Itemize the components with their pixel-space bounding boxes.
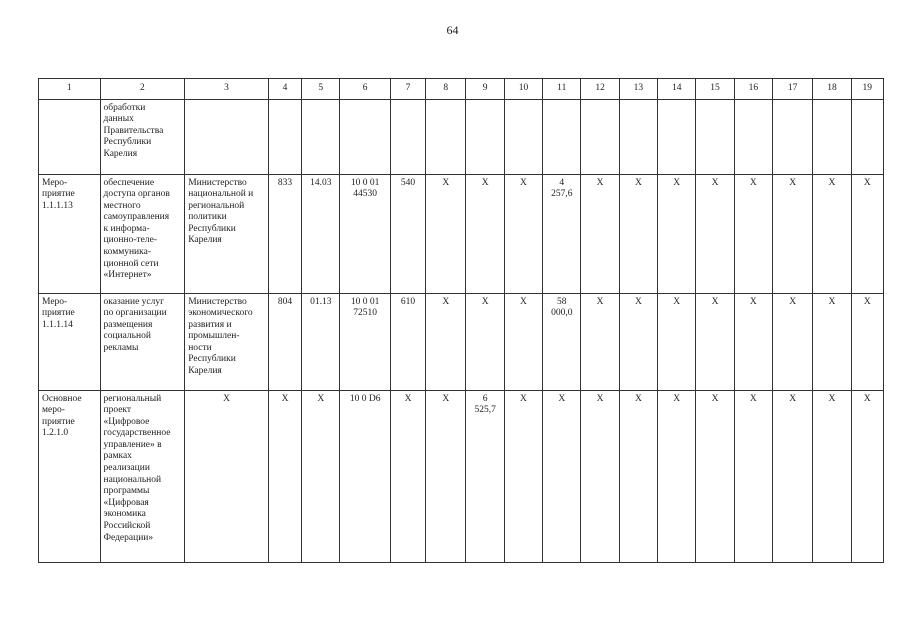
value-cell: 833 bbox=[268, 174, 301, 293]
value-cell: X bbox=[696, 174, 734, 293]
value-cell: X bbox=[426, 390, 466, 562]
value-cell bbox=[268, 99, 301, 174]
value-cell: X bbox=[581, 293, 619, 390]
value-cell bbox=[466, 99, 504, 174]
activity-name-cell: региональный проект «Цифровое государственное управление» в рамках реализации национальной программы «Цифровая экономика Российской Федерации» bbox=[100, 390, 185, 562]
value-cell: 6 525,7 bbox=[466, 390, 504, 562]
value-cell: X bbox=[504, 390, 542, 562]
value-cell: X bbox=[581, 390, 619, 562]
value-cell: 14.03 bbox=[302, 174, 340, 293]
column-header: 10 bbox=[504, 79, 542, 100]
value-cell bbox=[696, 99, 734, 174]
responsible-executor-cell bbox=[185, 99, 269, 174]
column-header: 17 bbox=[772, 79, 812, 100]
value-cell bbox=[813, 99, 851, 174]
value-cell: X bbox=[390, 390, 425, 562]
value-cell: 10 0 D6 bbox=[340, 390, 390, 562]
value-cell: X bbox=[466, 293, 504, 390]
value-cell: X bbox=[426, 293, 466, 390]
value-cell: 58 000,0 bbox=[543, 293, 581, 390]
value-cell: 540 bbox=[390, 174, 425, 293]
value-cell: 01.13 bbox=[302, 293, 340, 390]
column-header: 13 bbox=[619, 79, 657, 100]
column-header: 2 bbox=[100, 79, 185, 100]
value-cell: X bbox=[813, 390, 851, 562]
value-cell: 610 bbox=[390, 293, 425, 390]
value-cell: 10 0 01 44530 bbox=[340, 174, 390, 293]
value-cell: X bbox=[426, 174, 466, 293]
activity-code-cell: Меро- приятие 1.1.1.13 bbox=[39, 174, 101, 293]
value-cell: X bbox=[772, 390, 812, 562]
value-cell: X bbox=[658, 293, 696, 390]
value-cell: X bbox=[658, 174, 696, 293]
value-cell bbox=[658, 99, 696, 174]
responsible-executor-cell: Министерство национальной и региональной политики Республики Карелия bbox=[185, 174, 269, 293]
value-cell: X bbox=[734, 390, 772, 562]
value-cell: X bbox=[813, 174, 851, 293]
value-cell: X bbox=[813, 293, 851, 390]
value-cell: X bbox=[851, 174, 883, 293]
column-header: 4 bbox=[268, 79, 301, 100]
table-body bbox=[39, 99, 884, 562]
value-cell: X bbox=[504, 293, 542, 390]
column-header: 14 bbox=[658, 79, 696, 100]
value-cell: X bbox=[466, 174, 504, 293]
activity-code-cell: Меро- приятие 1.1.1.14 bbox=[39, 293, 101, 390]
value-cell: X bbox=[851, 390, 883, 562]
column-number-header-row bbox=[39, 79, 884, 100]
page-number: 64 bbox=[446, 23, 459, 37]
value-cell: X bbox=[581, 174, 619, 293]
value-cell: X bbox=[619, 174, 657, 293]
budget-table bbox=[38, 78, 884, 563]
value-cell bbox=[734, 99, 772, 174]
value-cell: 10 0 01 72510 bbox=[340, 293, 390, 390]
value-cell: X bbox=[734, 174, 772, 293]
column-header: 7 bbox=[390, 79, 425, 100]
activity-name-cell: обеспечение доступа органов местного самоуправления к информа- ционно-теле- коммуника- ционной сети «Интернет» bbox=[100, 174, 185, 293]
value-cell: X bbox=[772, 174, 812, 293]
value-cell bbox=[772, 99, 812, 174]
column-header: 8 bbox=[426, 79, 466, 100]
value-cell bbox=[581, 99, 619, 174]
value-cell: X bbox=[268, 390, 301, 562]
table-row bbox=[39, 99, 884, 174]
table-row bbox=[39, 293, 884, 390]
value-cell: X bbox=[851, 293, 883, 390]
value-cell bbox=[390, 99, 425, 174]
value-cell: 804 bbox=[268, 293, 301, 390]
activity-code-cell bbox=[39, 99, 101, 174]
column-header: 9 bbox=[466, 79, 504, 100]
value-cell: X bbox=[619, 390, 657, 562]
column-header: 15 bbox=[696, 79, 734, 100]
value-cell bbox=[302, 99, 340, 174]
value-cell: X bbox=[696, 293, 734, 390]
column-header: 11 bbox=[543, 79, 581, 100]
activity-name-cell: обработки данных Правительства Республики Карелия bbox=[100, 99, 185, 174]
value-cell bbox=[543, 99, 581, 174]
activity-name-cell: оказание услуг по организации размещения социальной рекламы bbox=[100, 293, 185, 390]
value-cell: X bbox=[772, 293, 812, 390]
value-cell: X bbox=[543, 390, 581, 562]
column-header: 16 bbox=[734, 79, 772, 100]
value-cell bbox=[851, 99, 883, 174]
value-cell bbox=[426, 99, 466, 174]
table-row bbox=[39, 390, 884, 562]
value-cell bbox=[619, 99, 657, 174]
value-cell bbox=[340, 99, 390, 174]
value-cell: X bbox=[734, 293, 772, 390]
column-header: 6 bbox=[340, 79, 390, 100]
value-cell: X bbox=[696, 390, 734, 562]
column-header: 12 bbox=[581, 79, 619, 100]
value-cell: X bbox=[619, 293, 657, 390]
activity-code-cell: Основное меро- приятие 1.2.1.0 bbox=[39, 390, 101, 562]
responsible-executor-cell: Министерство экономического развития и промышлен- ности Республики Карелия bbox=[185, 293, 269, 390]
table-row bbox=[39, 174, 884, 293]
value-cell: X bbox=[504, 174, 542, 293]
column-header: 18 bbox=[813, 79, 851, 100]
value-cell: X bbox=[302, 390, 340, 562]
column-header: 19 bbox=[851, 79, 883, 100]
value-cell bbox=[504, 99, 542, 174]
responsible-executor-cell: X bbox=[185, 390, 269, 562]
column-header: 5 bbox=[302, 79, 340, 100]
column-header: 1 bbox=[39, 79, 101, 100]
value-cell: X bbox=[658, 390, 696, 562]
column-header: 3 bbox=[185, 79, 269, 100]
value-cell: 4 257,6 bbox=[543, 174, 581, 293]
